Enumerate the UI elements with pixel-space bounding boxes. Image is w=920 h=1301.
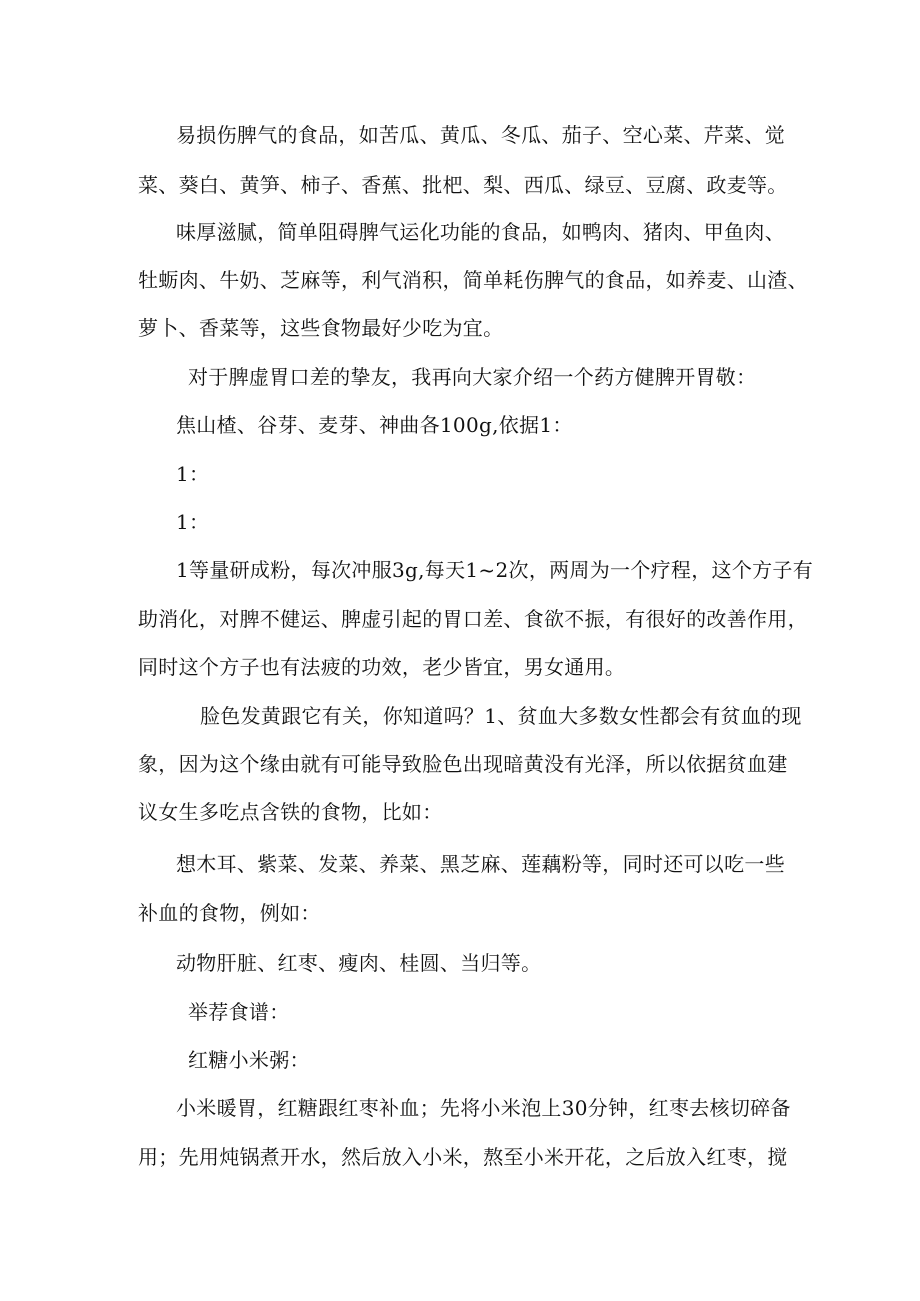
text-line: 想木耳、紫菜、发菜、养菜、黑芝麻、莲藕粉等，同时还可以吃一些 xyxy=(176,852,785,876)
text-line: 补血的食物，例如： xyxy=(138,901,321,925)
text-line: 脸色发黄跟它有关，你知道吗？1、贫血大多数女性都会有贫血的现 xyxy=(200,704,802,728)
text-line: 红糖小米粥： xyxy=(188,1048,310,1072)
text-line: 1： xyxy=(176,462,210,486)
text-line: 用；先用炖锅煮开水，然后放入小米，熬至小米开花，之后放入红枣，搅 xyxy=(138,1145,788,1169)
text-line: 议女生多吃点含铁的食物，比如： xyxy=(138,800,443,824)
text-line: 同时这个方子也有法疲的功效，老少皆宜，男女通用。 xyxy=(138,655,626,679)
text-line: 助消化，对脾不健运、脾虚引起的胃口差、食欲不振，有很好的改善作用， xyxy=(138,607,808,631)
text-line: 1： xyxy=(176,510,210,534)
text-line: 小米暖胃，红糖跟红枣补血；先将小米泡上30分钟，红枣去核切碎备 xyxy=(176,1096,791,1120)
text-line: 对于脾虚胃口差的挚友，我再向大家介绍一个药方健脾开胃敬： xyxy=(188,365,757,389)
text-line: 萝卜、香菜等，这些食物最好少吃为宜。 xyxy=(138,316,504,340)
text-line: 易损伤脾气的食品，如苦瓜、黄瓜、冬瓜、茄子、空心菜、芹菜、觉 xyxy=(176,123,785,147)
text-line: 菜、葵白、黄笋、柿子、香蕉、批杷、梨、西瓜、绿豆、豆腐、政麦等。 xyxy=(138,173,788,197)
text-line: 动物肝脏、红枣、瘦肉、桂圆、当归等。 xyxy=(176,951,542,975)
text-line: 举荐食谱： xyxy=(188,1000,290,1024)
text-line: 味厚滋腻，简单阻碍脾气运化功能的食品，如鸭肉、猪肉、甲鱼肉、 xyxy=(176,220,785,244)
text-line: 焦山楂、谷芽、麦芽、神曲各100g,依据1： xyxy=(176,413,573,437)
text-line: 牡蛎肉、牛奶、芝麻等，利气消积，简单耗伤脾气的食品，如养麦、山渣、 xyxy=(138,268,808,292)
text-line: 象，因为这个缘由就有可能导致脸色出现暗黄没有光泽，所以依据贫血建 xyxy=(138,752,788,776)
text-line: 1等量研成粉，每次冲服3g,每天1~2次，两周为一个疗程，这个方子有 xyxy=(176,558,814,582)
